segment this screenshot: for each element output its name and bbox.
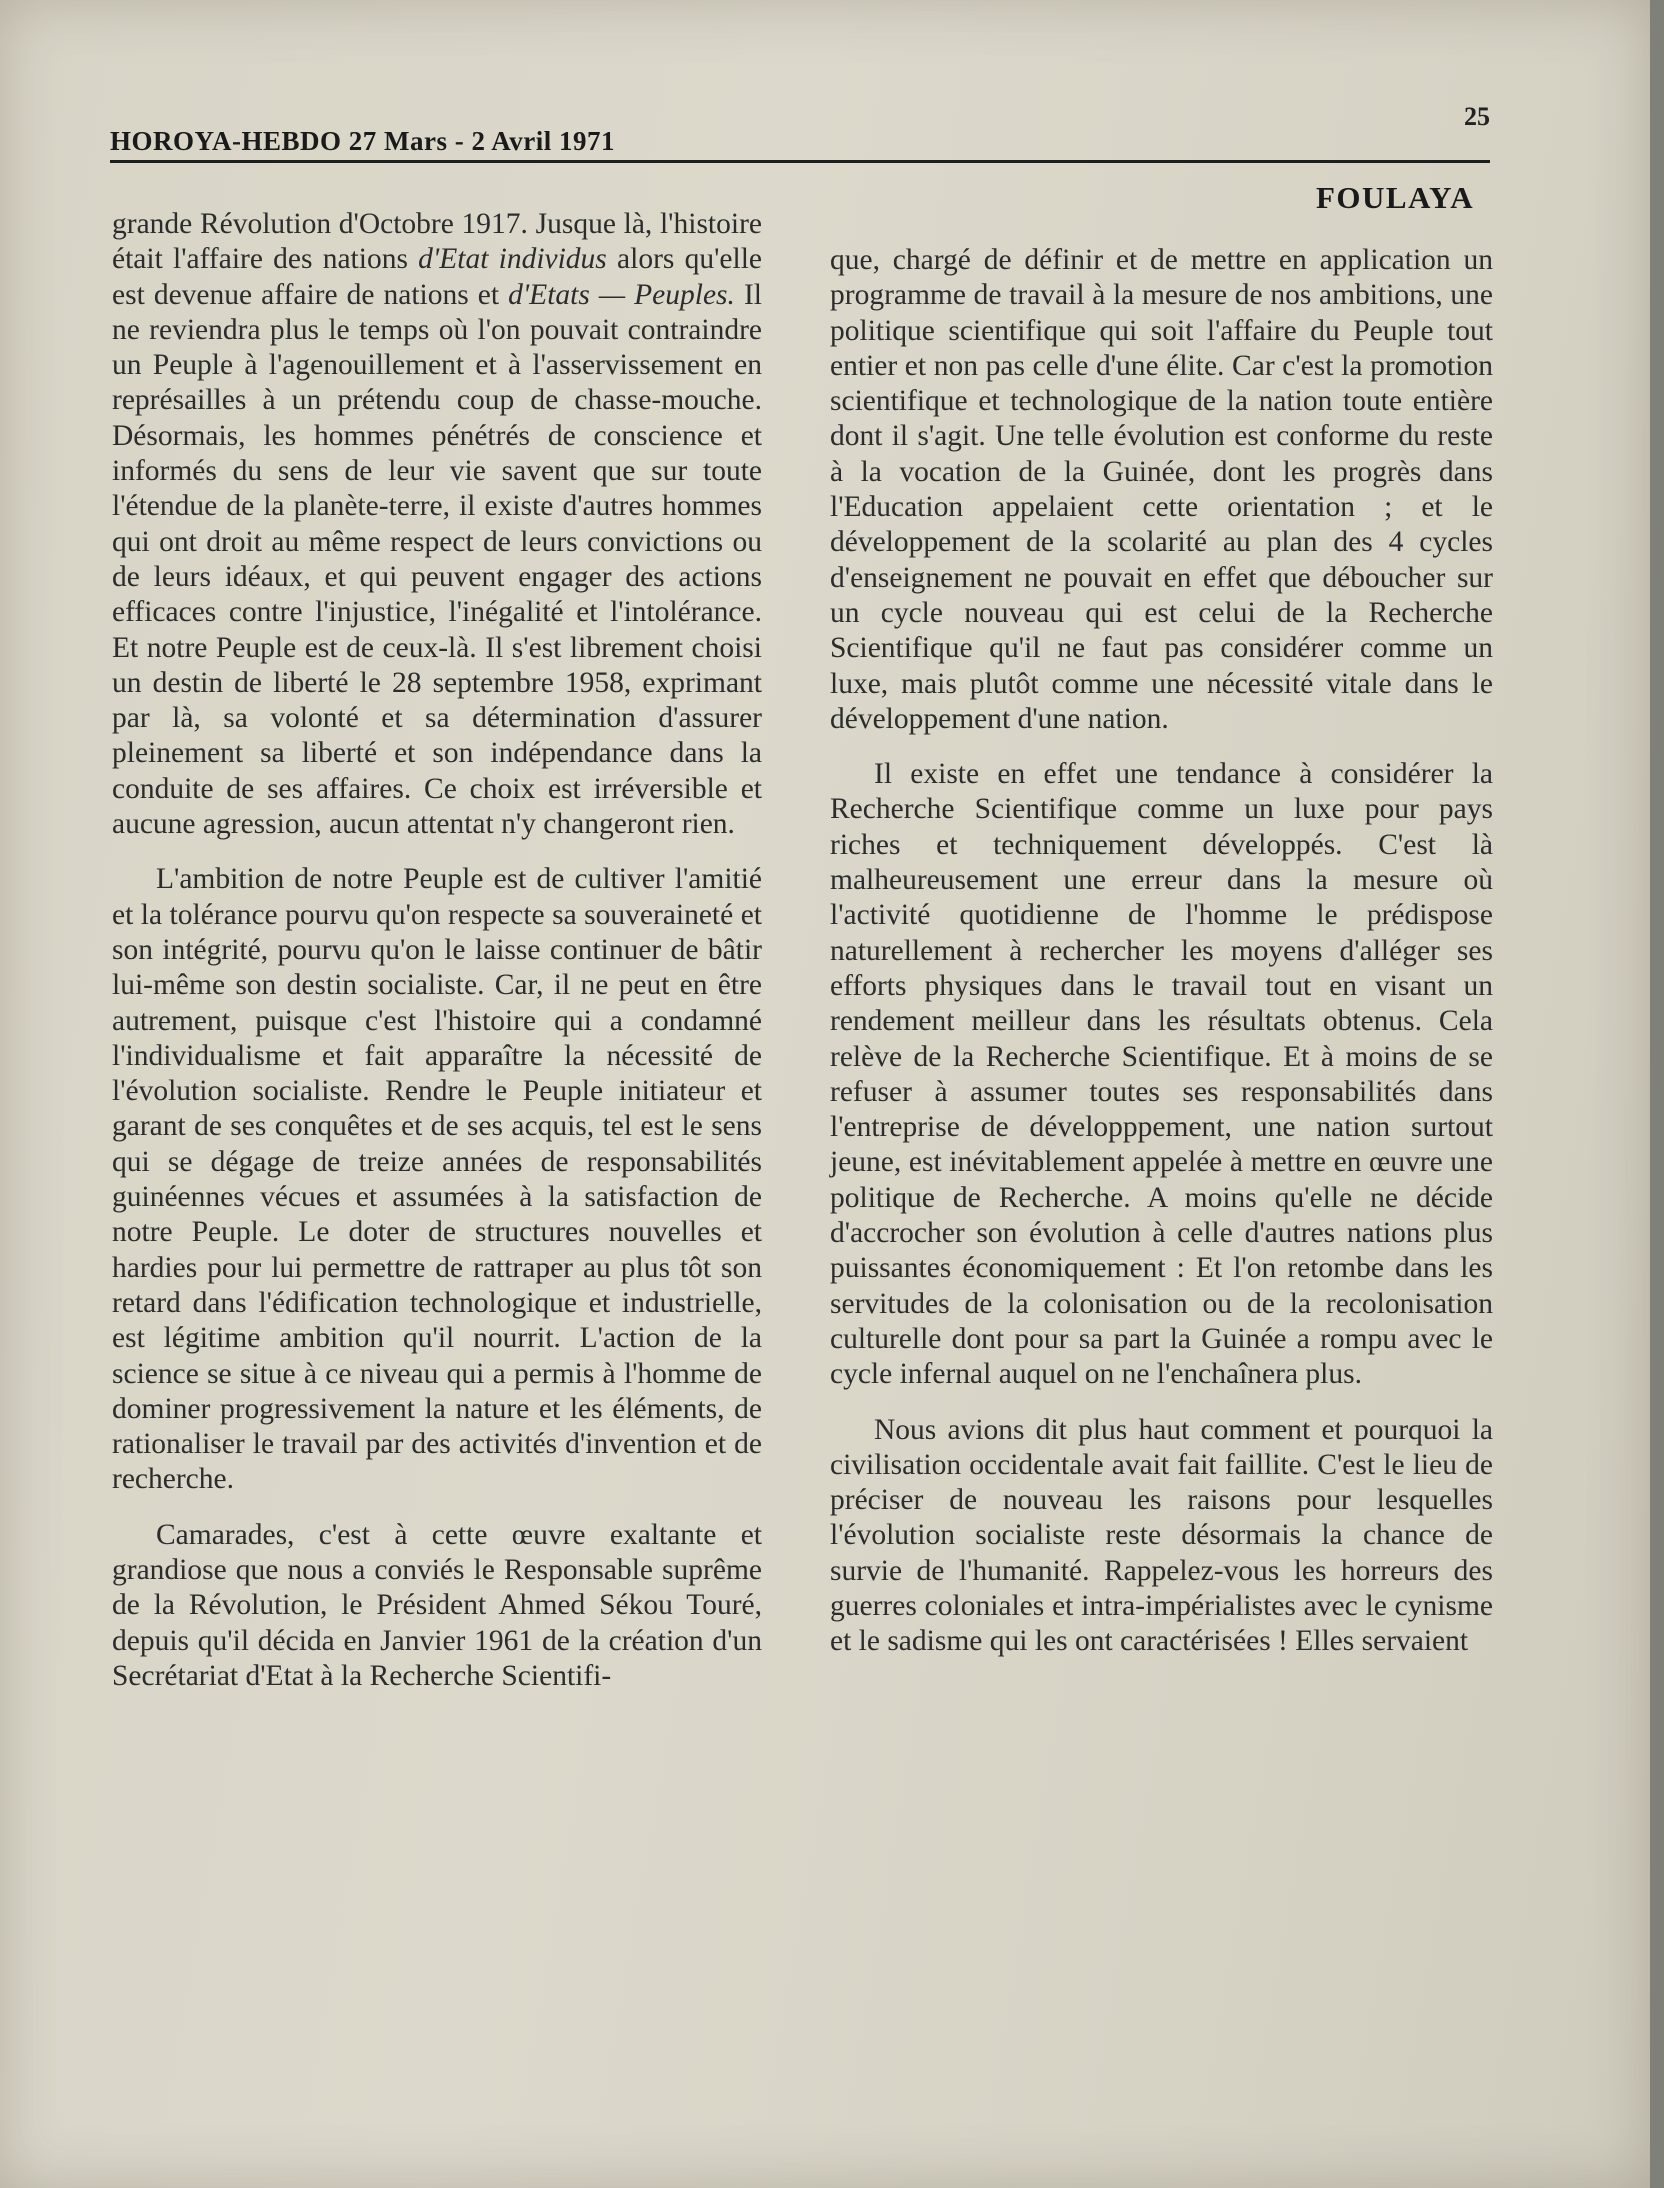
italic-text: d'Etats — Peuples.	[508, 278, 735, 311]
paragraph	[112, 207, 762, 842]
right-column	[830, 243, 1493, 1660]
left-column	[112, 207, 762, 1694]
paragraph: L'ambition de notre Peuple est de cultiver l'amitié et la tolérance pourvu qu'on respecte sa souveraineté et son intégrité, pourvu qu'on le laisse continuer de bâtir lui-même son destin socialiste. Car, il ne peut en être autrement, puisque c'est l'histoire qui a condamné l'individualisme et fait apparaître la nécessité de l'évolution socialiste. Rendre le Peuple initiateur et garant de ses conquêtes et de ses acquis, tel est le sens qui se dégage de treize années de responsabilités guinéennes vécues et assumées à la satisfaction de notre Peuple. Le doter de structures nouvelles et hardies pour lui permettre de rattraper au plus tôt son retard dans l'édification technologique et industrielle, est légitime ambition qu'il nourrit. L'action de la science se situe à ce niveau qui a permis à l'homme de dominer progressivement la nature et les éléments, de rationaliser le travail par des activités d'invention et de recherche.	[112, 863, 762, 1496]
paragraph: Il existe en effet une tendance à considérer la Recherche Scientifique comme un luxe pour pays riches et techniquement développés. C'est là malheureusement une erreur dans la mesure où l'activité quotidienne de l'homme le prédispose naturellement à rechercher les moyens d'alléger ses efforts physiques dans le travail tout en visant un rendement meilleur dans les résultats obtenus. Cela relève de la Recherche Scientifique. Et à moins de se refuser à assumer toutes ses responsabilités dans l'entreprise de développpement, une nation surtout jeune, est inévitablement appelée à mettre en œuvre une politique de Recherche. A moins qu'elle ne décide d'accrocher son évolution à celle d'autres nations plus puissantes économiquement : Et l'on retombe dans les servitudes de la colonisation ou de la recolonisation culturelle dont pour sa part la Guinée a rompu avec le cycle infernal auquel on ne l'enchaînera plus.	[830, 758, 1493, 1391]
italic-text: d'Etat individus	[418, 243, 607, 276]
publication-date-line: HOROYA-HEBDO 27 Mars - 2 Avril 1971	[110, 126, 615, 156]
section-title: FOULAYA	[1316, 180, 1475, 215]
text-run: grande Révolution d'Octobre 1917. Jusque là, l'histoire était l'affaire des nations	[112, 208, 762, 276]
paragraph: Camarades, c'est à cette œuvre exaltante et grandiose que nous a conviés le Responsable suprême de la Révolution, le Président Ahmed Sékou Touré, depuis qu'il décida en Janvier 1961 de la création d'un Secrétariat d'Etat à la Recherche Scientifi-	[112, 1518, 762, 1692]
page-number: 25	[1464, 102, 1490, 131]
paragraph: Nous avions dit plus haut comment et pourquoi la civilisation occidentale avait fait faillite. C'est le lieu de préciser de nouveau les raisons pour lesquelles l'évolution socialiste reste désormais la chance de survie de l'humanité. Rappelez-vous les horreurs des guerres coloniales et intra-impérialistes avec le cynisme et le sadisme qui les ont caractérisées ! Elles servaient	[830, 1413, 1493, 1658]
text-run: alors qu'elle est devenue affaire de nations et	[112, 243, 762, 311]
page-header	[110, 102, 1490, 163]
paragraph: que, chargé de définir et de mettre en application un programme de travail à la mesure de nos ambitions, une politique scientifique qui soit l'affaire du Peuple tout entier et non pas celle d'une élite. Car c'est la promotion scientifique et technologique de la nation toute entière dont il s'agit. Une telle évolution est conforme du reste à la vocation de la Guinée, dont les progrès dans l'Education appelaient cette orientation ; et le développement de la scolarité au plan des 4 cycles d'enseignement ne pouvait en effet que déboucher sur un cycle nouveau qui est celui de la Recherche Scientifique qu'il ne faut pas considérer comme un luxe, mais plutôt comme une nécessité vitale dans le développement d'une nation.	[830, 244, 1493, 735]
text-run: Il ne reviendra plus le temps où l'on pouvait contraindre un Peuple à l'agenouillement et à l'asservissement en représailles à un prétendu coup de chasse-mouche. Désormais, les hommes pénétrés de conscience et informés du sens de leur vie savent que sur toute l'étendue de la planète-terre, il existe d'autres hommes qui ont droit au même respect de leurs convictions ou de leurs idéaux, et qui peuvent engager des actions efficaces contre l'injustice, l'inégalité et l'intolérance. Et notre Peuple est de ceux-là. Il s'est librement choisi un destin de liberté le 28 septembre 1958, exprimant par là, sa volonté et sa détermination d'assurer pleinement sa liberté et son indépendance dans la conduite de ses affaires. Ce choix est irréversible et aucune agression, aucun attentat n'y changeront rien.	[112, 278, 762, 841]
